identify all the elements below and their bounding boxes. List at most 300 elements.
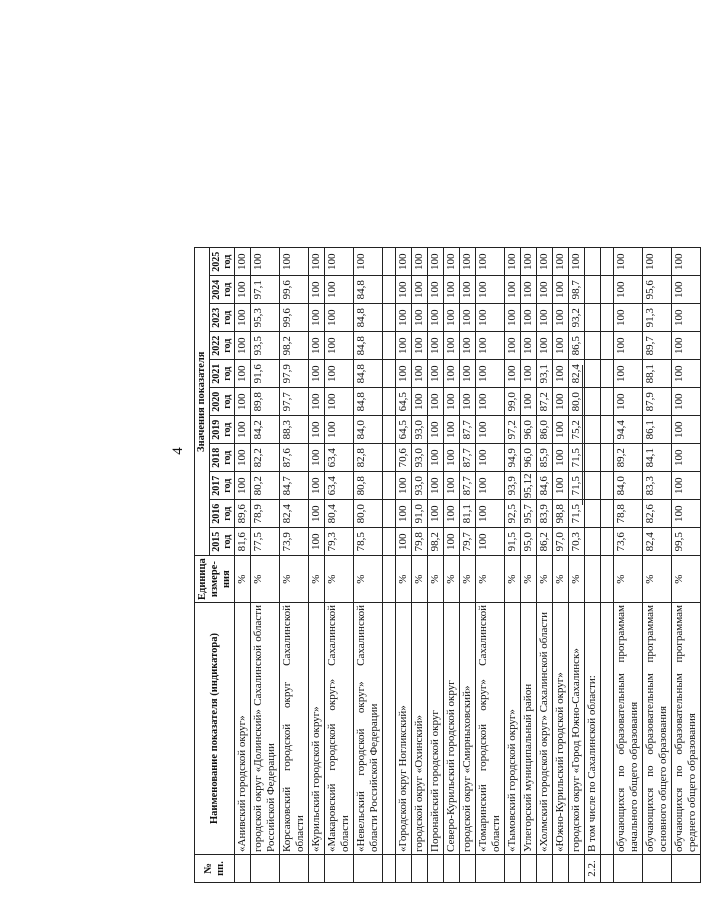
value-cell: 100 <box>309 416 325 444</box>
value-cell: 100 <box>476 444 505 472</box>
value-cell: 84,8 <box>354 276 383 304</box>
indicator-table <box>194 247 701 883</box>
value-cell: 100 <box>428 304 444 332</box>
unit-cell: % <box>553 556 569 603</box>
indicator-name: Поронайский городской округ <box>428 603 444 855</box>
value-cell: 98,7 <box>569 276 585 304</box>
value-cell: 86,2 <box>537 528 553 556</box>
value-cell: 100 <box>537 248 553 276</box>
table-row <box>309 248 325 883</box>
value-cell: 100 <box>428 276 444 304</box>
value-cell: 98,2 <box>280 332 309 360</box>
row-number <box>521 855 537 883</box>
value-cell: 100 <box>251 248 280 276</box>
indicator-name: обучающихся по образовательным программам среднего общего образования <box>672 603 701 855</box>
indicator-name: обучающихся по образовательным программам основного общего образования <box>643 603 672 855</box>
rotated-page <box>14 0 698 905</box>
value-cell: 100 <box>553 304 569 332</box>
value-cell: 73,6 <box>614 528 643 556</box>
value-cell: 100 <box>325 248 354 276</box>
unit-cell: % <box>354 556 383 603</box>
value-cell: 87,9 <box>643 388 672 416</box>
value-cell <box>383 360 396 388</box>
row-number <box>643 855 672 883</box>
table-row <box>280 248 309 883</box>
value-cell: 100 <box>412 360 428 388</box>
value-cell: 89,2 <box>614 444 643 472</box>
value-cell: 100 <box>505 248 521 276</box>
value-cell: 100 <box>235 276 251 304</box>
value-cell: 100 <box>672 276 701 304</box>
row-number <box>383 855 396 883</box>
value-cell: 100 <box>325 304 354 332</box>
value-cell: 92,5 <box>505 500 521 528</box>
value-cell: 100 <box>505 304 521 332</box>
value-cell: 100 <box>460 388 476 416</box>
value-cell: 84,8 <box>354 332 383 360</box>
year-header: 2019 год <box>210 416 235 444</box>
value-cell: 93,9 <box>505 472 521 500</box>
value-cell: 100 <box>428 360 444 388</box>
unit-cell <box>383 556 396 603</box>
value-cell: 100 <box>672 500 701 528</box>
value-cell: 100 <box>309 360 325 388</box>
value-cell: 100 <box>396 500 412 528</box>
value-cell: 91,0 <box>412 500 428 528</box>
row-number <box>396 855 412 883</box>
value-cell: 100 <box>672 472 701 500</box>
value-cell <box>383 472 396 500</box>
indicator-name: городской округ «Смирныховский» <box>460 603 476 855</box>
table-row <box>601 248 614 883</box>
value-cell: 100 <box>614 248 643 276</box>
value-cell: 84,0 <box>354 416 383 444</box>
value-cell: 100 <box>476 332 505 360</box>
value-cell: 100 <box>396 472 412 500</box>
year-header: 2025 год <box>210 248 235 276</box>
unit-cell: % <box>412 556 428 603</box>
indicator-name: «Курильский городской округ» <box>309 603 325 855</box>
value-cell: 78,8 <box>614 500 643 528</box>
row-number <box>505 855 521 883</box>
value-cell: 93,2 <box>569 304 585 332</box>
value-cell <box>585 416 601 444</box>
value-cell: 100 <box>553 276 569 304</box>
value-cell: 89,7 <box>643 332 672 360</box>
value-cell: 100 <box>672 332 701 360</box>
value-cell: 100 <box>505 332 521 360</box>
value-cell: 100 <box>553 248 569 276</box>
unit-cell: % <box>460 556 476 603</box>
table-row <box>672 248 701 883</box>
value-cell: 79,7 <box>460 528 476 556</box>
value-cell: 100 <box>672 388 701 416</box>
value-cell <box>585 332 601 360</box>
value-cell: 100 <box>476 360 505 388</box>
value-cell: 100 <box>235 360 251 388</box>
row-number <box>354 855 383 883</box>
value-cell: 87,2 <box>537 388 553 416</box>
value-cell: 95,6 <box>643 276 672 304</box>
indicator-name: городской округ «Долинский» Сахалинской области Российской Федерации <box>251 603 280 855</box>
table-row <box>521 248 537 883</box>
value-cell: 100 <box>309 276 325 304</box>
indicator-name: В том числе по Сахалинской области: <box>585 603 601 855</box>
value-cell: 64,5 <box>396 416 412 444</box>
table-row <box>614 248 643 883</box>
table-row <box>396 248 412 883</box>
value-cell: 100 <box>235 332 251 360</box>
value-cell: 79,3 <box>325 528 354 556</box>
value-cell: 100 <box>444 248 460 276</box>
value-cell: 100 <box>460 332 476 360</box>
value-cell: 100 <box>672 444 701 472</box>
value-cell: 100 <box>235 444 251 472</box>
indicator-name: Северо-Курильский городской округ <box>444 603 460 855</box>
unit-cell <box>585 556 601 603</box>
value-cell: 100 <box>643 248 672 276</box>
value-cell: 100 <box>428 472 444 500</box>
value-cell <box>383 388 396 416</box>
value-cell: 100 <box>444 528 460 556</box>
value-cell: 100 <box>235 248 251 276</box>
indicator-name: «Макаровский городской округ» Сахалинской области <box>325 603 354 855</box>
value-cell: 100 <box>396 332 412 360</box>
value-cell <box>601 472 614 500</box>
value-cell: 97,0 <box>553 528 569 556</box>
value-cell: 84,2 <box>251 416 280 444</box>
value-cell: 64,5 <box>396 388 412 416</box>
table-row <box>553 248 569 883</box>
table-row <box>383 248 396 883</box>
indicator-name <box>383 603 396 855</box>
unit-cell: % <box>251 556 280 603</box>
unit-cell: % <box>280 556 309 603</box>
value-cell: 100 <box>235 388 251 416</box>
value-cell: 100 <box>309 528 325 556</box>
value-cell: 84,8 <box>354 388 383 416</box>
indicator-name: «Анивский городской округ» <box>235 603 251 855</box>
indicator-name <box>601 603 614 855</box>
indicator-name: обучающихся по образовательным программам начального общего образования <box>614 603 643 855</box>
value-cell: 93,5 <box>251 332 280 360</box>
value-cell: 100 <box>614 304 643 332</box>
value-cell: 100 <box>325 388 354 416</box>
indicator-name: «Холмский городской округ» Сахалинской области <box>537 603 553 855</box>
value-cell <box>585 304 601 332</box>
unit-cell: % <box>505 556 521 603</box>
value-cell <box>601 500 614 528</box>
unit-cell: % <box>476 556 505 603</box>
value-cell: 97,1 <box>251 276 280 304</box>
value-cell: 91,3 <box>643 304 672 332</box>
value-cell: 100 <box>309 500 325 528</box>
value-cell: 100 <box>354 248 383 276</box>
value-cell: 100 <box>460 276 476 304</box>
value-cell: 86,0 <box>537 416 553 444</box>
unit-cell: % <box>325 556 354 603</box>
value-cell <box>383 416 396 444</box>
value-cell: 84,0 <box>614 472 643 500</box>
unit-cell: % <box>444 556 460 603</box>
value-cell: 100 <box>553 332 569 360</box>
value-cell: 78,5 <box>354 528 383 556</box>
value-cell: 100 <box>537 332 553 360</box>
value-cell <box>585 444 601 472</box>
unit-cell <box>601 556 614 603</box>
table-row <box>569 248 585 883</box>
value-cell: 100 <box>309 304 325 332</box>
value-cell: 100 <box>521 304 537 332</box>
value-cell: 100 <box>325 360 354 388</box>
table-row <box>412 248 428 883</box>
value-cell: 82,4 <box>280 500 309 528</box>
unit-cell: % <box>672 556 701 603</box>
table-row <box>505 248 521 883</box>
value-cell: 86,5 <box>569 332 585 360</box>
value-cell: 73,9 <box>280 528 309 556</box>
value-cell: 94,9 <box>505 444 521 472</box>
value-cell: 100 <box>444 304 460 332</box>
value-cell <box>585 472 601 500</box>
value-cell: 80,8 <box>354 472 383 500</box>
value-cell: 100 <box>614 332 643 360</box>
value-cell <box>383 304 396 332</box>
unit-cell: % <box>521 556 537 603</box>
value-cell: 63,4 <box>325 444 354 472</box>
value-cell: 100 <box>412 388 428 416</box>
value-cell: 100 <box>521 332 537 360</box>
year-header: 2015 год <box>210 528 235 556</box>
value-cell: 100 <box>396 528 412 556</box>
row-number <box>672 855 701 883</box>
unit-cell: % <box>235 556 251 603</box>
value-cell <box>585 360 601 388</box>
row-number <box>428 855 444 883</box>
table-row <box>460 248 476 883</box>
value-cell: 100 <box>460 360 476 388</box>
table-row <box>325 248 354 883</box>
value-cell: 100 <box>505 276 521 304</box>
col-header-unit: Единица измере-ния <box>195 556 235 603</box>
value-cell: 84,8 <box>354 360 383 388</box>
table-row <box>428 248 444 883</box>
value-cell: 100 <box>521 360 537 388</box>
row-number <box>614 855 643 883</box>
value-cell: 100 <box>235 416 251 444</box>
table-row <box>251 248 280 883</box>
value-cell: 82,6 <box>643 500 672 528</box>
value-cell: 89,6 <box>235 500 251 528</box>
value-cell: 98,2 <box>428 528 444 556</box>
value-cell: 100 <box>325 276 354 304</box>
value-cell: 100 <box>672 360 701 388</box>
value-cell <box>601 528 614 556</box>
row-number <box>280 855 309 883</box>
value-cell: 80,2 <box>251 472 280 500</box>
value-cell: 95,7 <box>521 500 537 528</box>
row-number <box>412 855 428 883</box>
value-cell: 100 <box>672 248 701 276</box>
year-header: 2021 год <box>210 360 235 388</box>
value-cell: 100 <box>476 528 505 556</box>
value-cell <box>585 248 601 276</box>
value-cell: 100 <box>325 332 354 360</box>
value-cell: 82,2 <box>251 444 280 472</box>
value-cell: 100 <box>521 388 537 416</box>
unit-cell: % <box>569 556 585 603</box>
value-cell: 100 <box>476 304 505 332</box>
value-cell: 100 <box>569 248 585 276</box>
value-cell: 82,4 <box>643 528 672 556</box>
value-cell: 79,8 <box>412 528 428 556</box>
table-row <box>235 248 251 883</box>
indicator-name: «Южно-Курильский городской округ» <box>553 603 569 855</box>
row-number <box>476 855 505 883</box>
row-number: 2.2. <box>585 855 601 883</box>
value-cell: 71,5 <box>569 472 585 500</box>
value-cell: 100 <box>396 360 412 388</box>
value-cell: 100 <box>309 444 325 472</box>
value-cell: 100 <box>553 388 569 416</box>
value-cell <box>383 500 396 528</box>
col-header-no: № пп. <box>195 855 235 883</box>
value-cell: 100 <box>521 248 537 276</box>
value-cell: 70,3 <box>569 528 585 556</box>
value-cell: 86,1 <box>643 416 672 444</box>
value-cell: 100 <box>537 276 553 304</box>
year-header: 2020 год <box>210 388 235 416</box>
value-cell: 100 <box>476 276 505 304</box>
value-cell: 95,12 <box>521 472 537 500</box>
year-header: 2017 год <box>210 472 235 500</box>
row-number <box>553 855 569 883</box>
value-cell: 96,0 <box>521 444 537 472</box>
value-cell: 100 <box>672 416 701 444</box>
table-body <box>235 248 701 883</box>
value-cell: 95,0 <box>521 528 537 556</box>
value-cell: 100 <box>444 276 460 304</box>
value-cell: 88,3 <box>280 416 309 444</box>
value-cell: 84,1 <box>643 444 672 472</box>
value-cell: 100 <box>396 304 412 332</box>
value-cell <box>383 528 396 556</box>
value-cell <box>601 388 614 416</box>
table-row <box>585 248 601 883</box>
unit-cell: % <box>643 556 672 603</box>
value-cell: 98,8 <box>553 500 569 528</box>
value-cell: 77,5 <box>251 528 280 556</box>
footnote-rule <box>582 365 583 505</box>
value-cell: 84,6 <box>537 472 553 500</box>
value-cell: 87,7 <box>460 472 476 500</box>
indicator-name: «Невельский городской округ» Сахалинской области Российской Федерации <box>354 603 383 855</box>
value-cell: 100 <box>460 248 476 276</box>
indicator-name: Углегорский муниципальный район <box>521 603 537 855</box>
value-cell: 99,6 <box>280 276 309 304</box>
value-cell: 100 <box>476 388 505 416</box>
year-header: 2016 год <box>210 500 235 528</box>
unit-cell: % <box>428 556 444 603</box>
year-header: 2022 год <box>210 332 235 360</box>
unit-cell: % <box>309 556 325 603</box>
value-cell <box>601 304 614 332</box>
value-cell <box>601 332 614 360</box>
value-cell: 100 <box>396 248 412 276</box>
value-cell: 100 <box>309 472 325 500</box>
value-cell: 63,4 <box>325 472 354 500</box>
value-cell: 81,6 <box>235 528 251 556</box>
table-row <box>444 248 460 883</box>
value-cell <box>383 444 396 472</box>
value-cell: 80,0 <box>569 388 585 416</box>
value-cell: 100 <box>614 276 643 304</box>
value-cell <box>585 276 601 304</box>
row-number <box>460 855 476 883</box>
year-header: 2023 год <box>210 304 235 332</box>
value-cell <box>585 500 601 528</box>
indicator-name: «Городской округ Ногликский» <box>396 603 412 855</box>
value-cell: 100 <box>553 472 569 500</box>
value-cell: 100 <box>428 248 444 276</box>
table-row <box>354 248 383 883</box>
value-cell: 81,1 <box>460 500 476 528</box>
col-header-values: Значения показателя <box>195 248 210 556</box>
value-cell: 100 <box>444 332 460 360</box>
value-cell: 100 <box>505 360 521 388</box>
value-cell: 99,0 <box>505 388 521 416</box>
value-cell: 100 <box>428 388 444 416</box>
unit-cell: % <box>614 556 643 603</box>
value-cell: 70,6 <box>396 444 412 472</box>
table-row <box>476 248 505 883</box>
value-cell: 100 <box>235 304 251 332</box>
value-cell: 71,5 <box>569 444 585 472</box>
value-cell: 100 <box>412 276 428 304</box>
value-cell: 100 <box>476 472 505 500</box>
value-cell <box>383 332 396 360</box>
value-cell: 100 <box>235 472 251 500</box>
value-cell: 93,0 <box>412 416 428 444</box>
row-number <box>569 855 585 883</box>
row-number <box>444 855 460 883</box>
value-cell <box>601 276 614 304</box>
value-cell: 87,7 <box>460 444 476 472</box>
value-cell: 84,7 <box>280 472 309 500</box>
value-cell <box>585 528 601 556</box>
value-cell: 100 <box>309 388 325 416</box>
value-cell: 80,0 <box>354 500 383 528</box>
row-number <box>601 855 614 883</box>
value-cell: 82,8 <box>354 444 383 472</box>
value-cell: 100 <box>444 360 460 388</box>
value-cell <box>601 444 614 472</box>
header-row-1 <box>195 248 210 883</box>
value-cell: 89,8 <box>251 388 280 416</box>
value-cell: 78,9 <box>251 500 280 528</box>
value-cell: 100 <box>280 248 309 276</box>
indicator-name: «Тымовский городской округ» <box>505 603 521 855</box>
value-cell: 100 <box>428 444 444 472</box>
value-cell: 100 <box>476 248 505 276</box>
indicator-name: городской округ «Охинский» <box>412 603 428 855</box>
value-cell: 93,0 <box>412 444 428 472</box>
value-cell: 100 <box>460 304 476 332</box>
unit-cell: % <box>396 556 412 603</box>
value-cell <box>383 248 396 276</box>
value-cell: 100 <box>412 248 428 276</box>
value-cell: 95,3 <box>251 304 280 332</box>
